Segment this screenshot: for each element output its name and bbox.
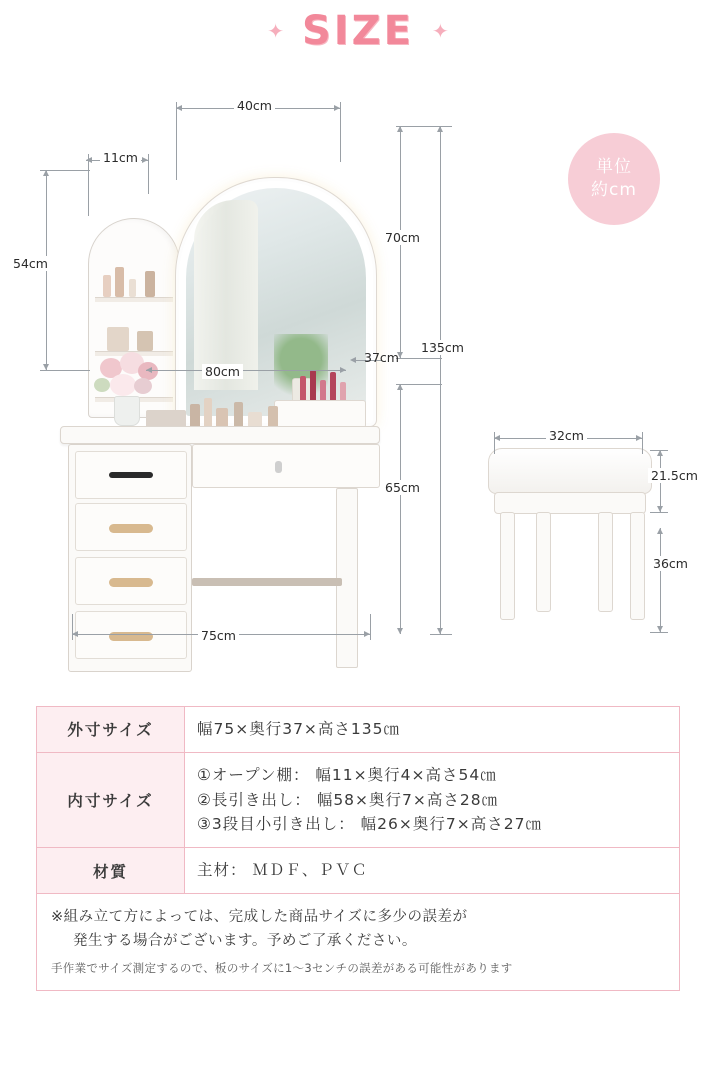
box-item (137, 331, 153, 351)
keyhole-icon (275, 461, 282, 473)
dim-tick (396, 358, 442, 359)
drawer-2 (75, 503, 187, 551)
page-title: SIZE (301, 8, 415, 54)
box-item (107, 327, 129, 351)
spec-value-line: ③3段目小引き出し： 幅26×奥行7×高さ27㎝ (197, 815, 542, 834)
dim-tick (340, 102, 341, 162)
note-line-1: ※組み立て方によっては、完成した商品サイズに多少の誤差が (51, 908, 468, 925)
spec-label-inner-size: 内寸サイズ (37, 752, 185, 847)
long-drawer (192, 444, 380, 488)
dim-tick (40, 370, 90, 371)
stool-apron (494, 492, 646, 514)
dim-tick (430, 634, 452, 635)
lipstick-item (300, 376, 306, 402)
bottle-item (129, 279, 136, 297)
label-base-width: 75cm (198, 628, 239, 643)
drawer-4 (75, 611, 187, 659)
dim-arrow (146, 367, 152, 373)
cosmetics-group (146, 390, 296, 428)
vanity-desk-drawing (60, 138, 380, 698)
label-total-height: 135cm (418, 340, 467, 355)
lipstick-item (320, 380, 326, 402)
lipstick-item (330, 372, 336, 402)
stool-drawing (480, 448, 660, 638)
spec-label-material: 材質 (37, 848, 185, 894)
label-mirror-height: 70cm (382, 230, 423, 245)
flower-petal (110, 374, 136, 396)
dimline-total-height (440, 126, 441, 634)
dim-tick (40, 170, 90, 171)
cosmetic-jar (216, 408, 228, 428)
table-row (37, 848, 680, 894)
table-row (37, 752, 680, 847)
drawer-3 (75, 557, 187, 605)
spec-value-line: 主材： ＭＤＦ、ＰＶＣ (197, 861, 368, 880)
bottle-item (145, 271, 155, 297)
spec-value-line: ②長引き出し： 幅58×奥行7×高さ28㎝ (197, 790, 499, 809)
drawer-1 (75, 451, 187, 499)
cosmetic-bottle (234, 402, 243, 428)
note-line-2: 発生する場合がございます。予めご了承ください。 (73, 932, 417, 949)
dim-arrow (86, 157, 92, 163)
unit-badge-line2: 約cm (591, 180, 637, 200)
stool-leg (536, 512, 551, 612)
dim-arrow (340, 367, 346, 373)
drawer-handle (109, 578, 153, 587)
dim-tick (430, 126, 452, 127)
bottle-item (115, 267, 124, 297)
dim-tick (642, 432, 643, 454)
vase (114, 396, 140, 426)
note-sub-line: 手作業でサイズ測定するので、板のサイズに1～3センチの誤差がある可能性があります (51, 960, 513, 975)
dimline-desktop-width (146, 370, 346, 371)
drawer-cabinet (68, 444, 192, 672)
bottle-item (103, 275, 111, 297)
sparkle-left-icon: ✦ (267, 19, 284, 43)
dim-arrow (350, 357, 356, 363)
label-under-height: 65cm (382, 480, 423, 495)
stool-leg (598, 512, 613, 612)
table-row-note (37, 893, 680, 990)
stool-cushion (488, 448, 652, 494)
label-shelf-width: 11cm (100, 150, 141, 165)
spec-value-line: ①オープン棚： 幅11×奥行4×高さ54㎝ (197, 765, 497, 784)
unit-badge-line1: 単位 (596, 157, 632, 178)
unit-badge (568, 133, 660, 225)
dim-tick (396, 384, 442, 385)
lipstick-item (340, 382, 346, 402)
spec-note-cell (37, 893, 680, 990)
leaf (94, 378, 110, 392)
dimline-under-height (400, 384, 401, 634)
drawer-handle (109, 472, 153, 478)
dim-tick (370, 614, 371, 640)
page-title-block (0, 8, 716, 54)
drawer-handle (109, 524, 153, 533)
spec-value-outer-size (185, 707, 680, 753)
cosmetic-bottle (204, 398, 212, 428)
cosmetic-bottle (268, 406, 278, 428)
dim-tick (88, 154, 89, 216)
label-desktop-width: 80cm (202, 364, 243, 379)
dim-tick (176, 102, 177, 180)
dimline-stool-leg-height (660, 528, 661, 632)
dim-tick (650, 632, 668, 633)
label-mirror-width: 40cm (234, 98, 275, 113)
spec-value-material (185, 848, 680, 894)
spec-value-inner-size (185, 752, 680, 847)
desk-top (60, 426, 380, 444)
dim-tick (72, 614, 73, 640)
dim-tick (650, 512, 668, 513)
dim-tick (148, 154, 149, 194)
dim-tick (494, 432, 495, 454)
shelf-divider (95, 297, 173, 302)
arched-mirror (176, 178, 376, 426)
spec-label-outer-size: 外寸サイズ (37, 707, 185, 753)
spec-value-line: 幅75×奥行37×高さ135㎝ (197, 720, 401, 738)
foot-rest-bar (192, 578, 342, 586)
mirror-glass (186, 188, 366, 416)
label-stool-leg-height: 36cm (650, 556, 691, 571)
label-stool-cushion-height: 21.5cm (648, 468, 701, 483)
dim-arrow (397, 628, 403, 634)
product-illustration (0, 78, 716, 678)
sparkle-right-icon: ✦ (432, 19, 449, 43)
stool-leg (500, 512, 515, 620)
table-row (37, 707, 680, 753)
label-stool-width: 32cm (546, 428, 587, 443)
dim-tick (650, 450, 668, 451)
lipstick-item (310, 370, 316, 402)
stool-leg (630, 512, 645, 620)
label-depth: 37cm (364, 350, 399, 365)
cosmetic-bottle (190, 404, 200, 428)
spec-table (36, 706, 680, 991)
curtain-reflection (194, 200, 258, 390)
label-shelf-height: 54cm (10, 256, 51, 271)
dim-arrow (657, 528, 663, 534)
